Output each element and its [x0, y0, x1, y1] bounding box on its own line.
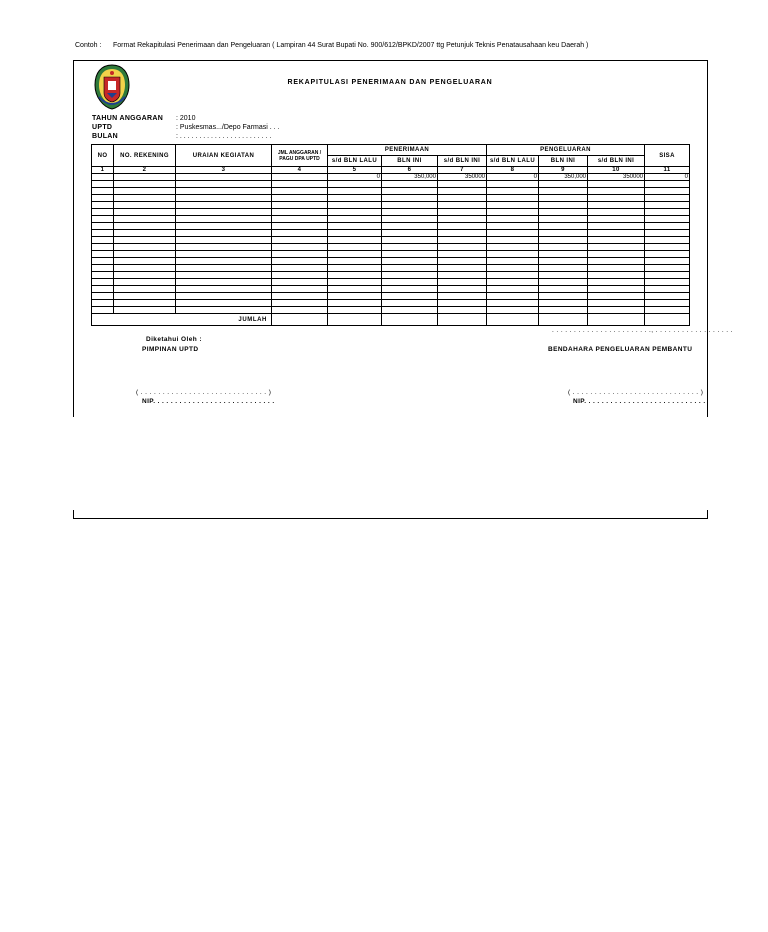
table-cell — [645, 223, 690, 230]
table-cell — [539, 314, 588, 326]
table-cell — [92, 209, 114, 216]
table-cell — [645, 300, 690, 307]
table-cell — [328, 272, 382, 279]
table-cell — [176, 258, 272, 265]
table-cell — [487, 286, 539, 293]
table-cell — [438, 286, 487, 293]
table-cell — [487, 279, 539, 286]
column-number: 11 — [645, 167, 690, 174]
table-cell — [588, 244, 645, 251]
table-cell — [272, 181, 328, 188]
table-cell — [114, 300, 176, 307]
table-cell — [176, 237, 272, 244]
table-cell — [539, 272, 588, 279]
table-cell — [92, 188, 114, 195]
table-cell — [328, 202, 382, 209]
table-cell — [588, 209, 645, 216]
table-cell: 350,000 — [539, 174, 588, 181]
table-cell — [328, 223, 382, 230]
table-cell — [382, 272, 438, 279]
table-cell — [438, 265, 487, 272]
header-note — [75, 42, 588, 49]
table-cell — [487, 307, 539, 314]
table-row — [92, 223, 690, 230]
table-cell — [539, 230, 588, 237]
table-cell — [487, 293, 539, 300]
table-cell — [272, 272, 328, 279]
table-cell — [487, 209, 539, 216]
table-cell — [539, 209, 588, 216]
table-cell — [92, 202, 114, 209]
table-cell — [114, 174, 176, 181]
table-cell — [272, 244, 328, 251]
table-cell — [92, 181, 114, 188]
table-row — [92, 216, 690, 223]
table-cell — [539, 237, 588, 244]
table-row — [92, 202, 690, 209]
table-cell — [272, 174, 328, 181]
table-cell — [438, 307, 487, 314]
table-row — [92, 258, 690, 265]
table-cell — [114, 195, 176, 202]
table-cell — [645, 216, 690, 223]
table-cell — [382, 279, 438, 286]
table-row — [92, 265, 690, 272]
table-cell — [645, 237, 690, 244]
table-cell — [272, 286, 328, 293]
table-cell — [382, 188, 438, 195]
table-cell: 350000 — [588, 174, 645, 181]
meta-value-tahun: : 2010 — [176, 115, 196, 122]
table-cell — [487, 202, 539, 209]
bendahara-nip-line: NIP. . . . . . . . . . . . . . . . . . . . . . . . . . . . — [573, 398, 706, 405]
table-cell — [645, 202, 690, 209]
bendahara-title: BENDAHARA PENGELUARAN PEMBANTU — [548, 346, 693, 353]
table-cell — [487, 314, 539, 326]
table-cell — [539, 300, 588, 307]
rekap-table — [91, 144, 690, 326]
table-cell — [539, 216, 588, 223]
table-cell — [114, 188, 176, 195]
table-row — [92, 188, 690, 195]
table-cell — [114, 272, 176, 279]
table-cell — [382, 237, 438, 244]
table-cell — [438, 300, 487, 307]
table-cell — [328, 244, 382, 251]
table-cell — [176, 272, 272, 279]
table-cell — [114, 293, 176, 300]
table-cell — [272, 314, 328, 326]
table-cell — [92, 195, 114, 202]
table-cell — [272, 307, 328, 314]
table-cell — [487, 251, 539, 258]
table-cell — [382, 216, 438, 223]
table-cell — [645, 314, 690, 326]
table-cell — [382, 202, 438, 209]
column-number: 4 — [272, 167, 328, 174]
table-cell — [382, 293, 438, 300]
table-cell — [92, 265, 114, 272]
table-row — [92, 272, 690, 279]
table-cell — [328, 314, 382, 326]
table-cell — [114, 279, 176, 286]
table-cell — [645, 265, 690, 272]
table-cell — [328, 279, 382, 286]
jumlah-row — [92, 314, 690, 326]
table-cell — [487, 244, 539, 251]
table-cell — [176, 230, 272, 237]
table-cell — [92, 293, 114, 300]
table-cell — [176, 209, 272, 216]
table-cell — [645, 307, 690, 314]
table-cell — [176, 195, 272, 202]
rekap-table-body — [92, 174, 690, 314]
subheader-cell: BLN INI — [382, 156, 438, 167]
table-cell — [328, 237, 382, 244]
table-cell: 0 — [328, 174, 382, 181]
subheader-cell: BLN INI — [539, 156, 588, 167]
subheader-cell: s/d BLN INI — [588, 156, 645, 167]
header-note-label: Contoh : — [75, 42, 102, 49]
table-cell — [438, 258, 487, 265]
table-cell — [114, 223, 176, 230]
table-cell — [176, 174, 272, 181]
column-number: 6 — [382, 167, 438, 174]
table-cell — [114, 181, 176, 188]
column-number: 10 — [588, 167, 645, 174]
table-cell — [588, 230, 645, 237]
table-cell — [382, 300, 438, 307]
table-cell — [438, 188, 487, 195]
table-row — [92, 244, 690, 251]
table-row — [92, 279, 690, 286]
table-cell — [645, 181, 690, 188]
table-row — [92, 286, 690, 293]
table-cell — [176, 216, 272, 223]
table-cell — [588, 258, 645, 265]
table-cell — [438, 209, 487, 216]
table-cell — [272, 237, 328, 244]
table-cell — [588, 300, 645, 307]
pimpinan-name-line: ( . . . . . . . . . . . . . . . . . . . . . . . . . . . . . ) — [136, 389, 272, 396]
table-cell — [176, 307, 272, 314]
document-frame-bottom — [73, 510, 708, 519]
header-jml-line1: JML ANGGARAN / — [277, 149, 322, 156]
table-cell — [382, 265, 438, 272]
table-cell — [539, 286, 588, 293]
table-cell — [438, 244, 487, 251]
table-cell — [438, 223, 487, 230]
header-rekening: NO. REKENING — [114, 145, 176, 167]
table-row — [92, 307, 690, 314]
table-row — [92, 174, 690, 181]
table-cell — [487, 216, 539, 223]
table-cell — [539, 279, 588, 286]
table-cell — [114, 258, 176, 265]
table-cell — [487, 195, 539, 202]
place-date-line: . . . . . . . . . . . . . . . . . . . . . . ., . . . . . . . . . . . . . . . . . . — [552, 327, 733, 334]
table-cell — [382, 258, 438, 265]
table-cell — [588, 293, 645, 300]
table-cell — [487, 265, 539, 272]
table-cell — [176, 223, 272, 230]
table-cell — [328, 188, 382, 195]
table-row — [92, 230, 690, 237]
document-title: REKAPITULASI PENERIMAAN DAN PENGELUARAN — [287, 79, 493, 86]
table-cell — [92, 258, 114, 265]
table-cell — [588, 314, 645, 326]
table-cell — [176, 251, 272, 258]
table-cell — [272, 265, 328, 272]
table-cell — [328, 230, 382, 237]
table-cell — [328, 251, 382, 258]
subheader-cell: s/d BLN LALU — [487, 156, 539, 167]
table-cell — [539, 265, 588, 272]
table-cell — [114, 230, 176, 237]
meta-value-bulan: : . . . . . . . . . . . . . . . . . . . . . . . . — [176, 133, 272, 140]
table-cell — [588, 307, 645, 314]
table-cell — [588, 265, 645, 272]
table-cell — [272, 251, 328, 258]
table-cell — [114, 216, 176, 223]
header-jml-anggaran — [272, 145, 328, 167]
table-cell — [588, 202, 645, 209]
table-cell — [645, 258, 690, 265]
column-number: 5 — [328, 167, 382, 174]
table-cell — [382, 181, 438, 188]
pimpinan-nip-line: NIP. . . . . . . . . . . . . . . . . . . . . . . . . . . . — [142, 398, 275, 405]
table-cell — [645, 244, 690, 251]
table-cell — [588, 216, 645, 223]
table-cell — [328, 195, 382, 202]
jumlah-label: JUMLAH — [92, 314, 272, 326]
table-cell — [588, 251, 645, 258]
table-cell — [382, 307, 438, 314]
table-cell — [645, 188, 690, 195]
table-cell — [272, 293, 328, 300]
table-cell — [114, 244, 176, 251]
table-row — [92, 181, 690, 188]
table-cell: 350000 — [438, 174, 487, 181]
table-cell: 0 — [645, 174, 690, 181]
header-jml-line2: PAGU DPA UPTD — [279, 155, 320, 162]
table-cell — [92, 286, 114, 293]
table-cell — [92, 244, 114, 251]
table-cell — [539, 293, 588, 300]
table-row — [92, 251, 690, 258]
table-cell — [272, 216, 328, 223]
table-cell — [438, 251, 487, 258]
table-cell — [438, 195, 487, 202]
table-cell — [487, 272, 539, 279]
table-row — [92, 209, 690, 216]
table-cell — [92, 223, 114, 230]
pimpinan-title: PIMPINAN UPTD — [142, 346, 199, 353]
table-cell — [382, 314, 438, 326]
table-cell — [92, 251, 114, 258]
table-cell — [328, 300, 382, 307]
table-row — [92, 300, 690, 307]
header-note-text: Format Rekapitulasi Penerimaan dan Pengeluaran ( Lampiran 44 Surat Bupati No. 900/612/BPKD/2007 ttg Petunjuk Teknis Penatausahaan keu Daerah ) — [113, 42, 589, 49]
table-cell — [328, 258, 382, 265]
table-cell — [539, 195, 588, 202]
table-cell — [272, 230, 328, 237]
table-cell — [272, 202, 328, 209]
table-cell — [176, 293, 272, 300]
table-cell — [645, 279, 690, 286]
bendahara-name-line: ( . . . . . . . . . . . . . . . . . . . . . . . . . . . . . ) — [568, 389, 704, 396]
table-cell — [487, 230, 539, 237]
table-cell — [176, 181, 272, 188]
table-cell — [645, 209, 690, 216]
table-cell — [438, 202, 487, 209]
meta-label-uptd: UPTD — [92, 124, 113, 131]
table-cell — [92, 307, 114, 314]
table-cell — [438, 216, 487, 223]
table-cell — [176, 202, 272, 209]
table-cell — [539, 244, 588, 251]
table-cell — [487, 181, 539, 188]
table-row — [92, 293, 690, 300]
table-cell — [539, 258, 588, 265]
table-cell — [438, 279, 487, 286]
meta-label-bulan: BULAN — [92, 133, 118, 140]
table-cell — [438, 237, 487, 244]
table-cell — [272, 188, 328, 195]
table-cell — [176, 300, 272, 307]
column-number: 9 — [539, 167, 588, 174]
table-cell — [382, 195, 438, 202]
table-cell — [272, 209, 328, 216]
table-cell — [328, 216, 382, 223]
table-cell — [114, 307, 176, 314]
subheader-cell: s/d BLN LALU — [328, 156, 382, 167]
table-cell — [92, 237, 114, 244]
table-cell — [92, 174, 114, 181]
table-cell — [438, 272, 487, 279]
table-cell — [272, 258, 328, 265]
header-no: NO — [92, 145, 114, 167]
table-cell — [328, 293, 382, 300]
table-cell — [114, 251, 176, 258]
table-cell — [438, 181, 487, 188]
table-cell — [438, 293, 487, 300]
table-cell — [539, 223, 588, 230]
table-cell — [382, 286, 438, 293]
table-cell — [382, 209, 438, 216]
column-number: 2 — [114, 167, 176, 174]
column-number: 1 — [92, 167, 114, 174]
table-cell — [645, 286, 690, 293]
table-cell — [176, 286, 272, 293]
table-cell — [272, 300, 328, 307]
table-cell — [588, 223, 645, 230]
table-cell: 0 — [487, 174, 539, 181]
table-cell: 350,000 — [382, 174, 438, 181]
table-cell — [588, 188, 645, 195]
table-cell — [487, 300, 539, 307]
table-cell — [382, 223, 438, 230]
table-cell — [539, 202, 588, 209]
table-cell — [92, 300, 114, 307]
table-cell — [328, 307, 382, 314]
table-cell — [382, 251, 438, 258]
header-uraian: URAIAN KEGIATAN — [176, 145, 272, 167]
column-number: 3 — [176, 167, 272, 174]
meta-value-uptd: : Puskesmas.../Depo Farmasi . . . — [176, 124, 280, 131]
table-cell — [487, 188, 539, 195]
table-cell — [438, 230, 487, 237]
table-cell — [645, 293, 690, 300]
table-cell — [588, 286, 645, 293]
table-cell — [92, 279, 114, 286]
header-sisa: SISA — [645, 145, 690, 167]
table-cell — [487, 237, 539, 244]
table-cell — [382, 244, 438, 251]
regency-emblem-icon — [93, 63, 131, 111]
table-cell — [176, 188, 272, 195]
column-number: 8 — [487, 167, 539, 174]
column-number: 7 — [438, 167, 487, 174]
table-cell — [487, 223, 539, 230]
header-pengeluaran: PENGELUARAN — [487, 145, 645, 156]
table-cell — [176, 265, 272, 272]
table-cell — [92, 272, 114, 279]
table-cell — [114, 202, 176, 209]
table-cell — [328, 265, 382, 272]
table-cell — [588, 195, 645, 202]
table-row — [92, 237, 690, 244]
table-cell — [588, 237, 645, 244]
table-cell — [487, 258, 539, 265]
table-cell — [92, 230, 114, 237]
table-cell — [176, 244, 272, 251]
table-cell — [539, 307, 588, 314]
table-cell — [328, 181, 382, 188]
table-row — [92, 195, 690, 202]
table-cell — [328, 209, 382, 216]
table-cell — [114, 237, 176, 244]
table-cell — [588, 272, 645, 279]
meta-label-tahun: TAHUN ANGGARAN — [92, 115, 164, 122]
table-cell — [539, 181, 588, 188]
table-cell — [438, 314, 487, 326]
table-cell — [645, 272, 690, 279]
table-cell — [272, 195, 328, 202]
table-cell — [645, 230, 690, 237]
table-cell — [382, 230, 438, 237]
table-cell — [114, 265, 176, 272]
table-cell — [645, 195, 690, 202]
table-cell — [272, 223, 328, 230]
subheader-cell: s/d BLN INI — [438, 156, 487, 167]
table-cell — [92, 216, 114, 223]
column-number-row — [92, 167, 690, 174]
table-cell — [588, 181, 645, 188]
table-cell — [539, 188, 588, 195]
table-cell — [176, 279, 272, 286]
table-cell — [328, 286, 382, 293]
table-cell — [114, 286, 176, 293]
header-penerimaan: PENERIMAAN — [328, 145, 487, 156]
table-cell — [114, 209, 176, 216]
table-cell — [272, 279, 328, 286]
table-cell — [588, 279, 645, 286]
table-cell — [539, 251, 588, 258]
table-cell — [645, 251, 690, 258]
known-by-label: Diketahui Oleh : — [146, 336, 202, 343]
